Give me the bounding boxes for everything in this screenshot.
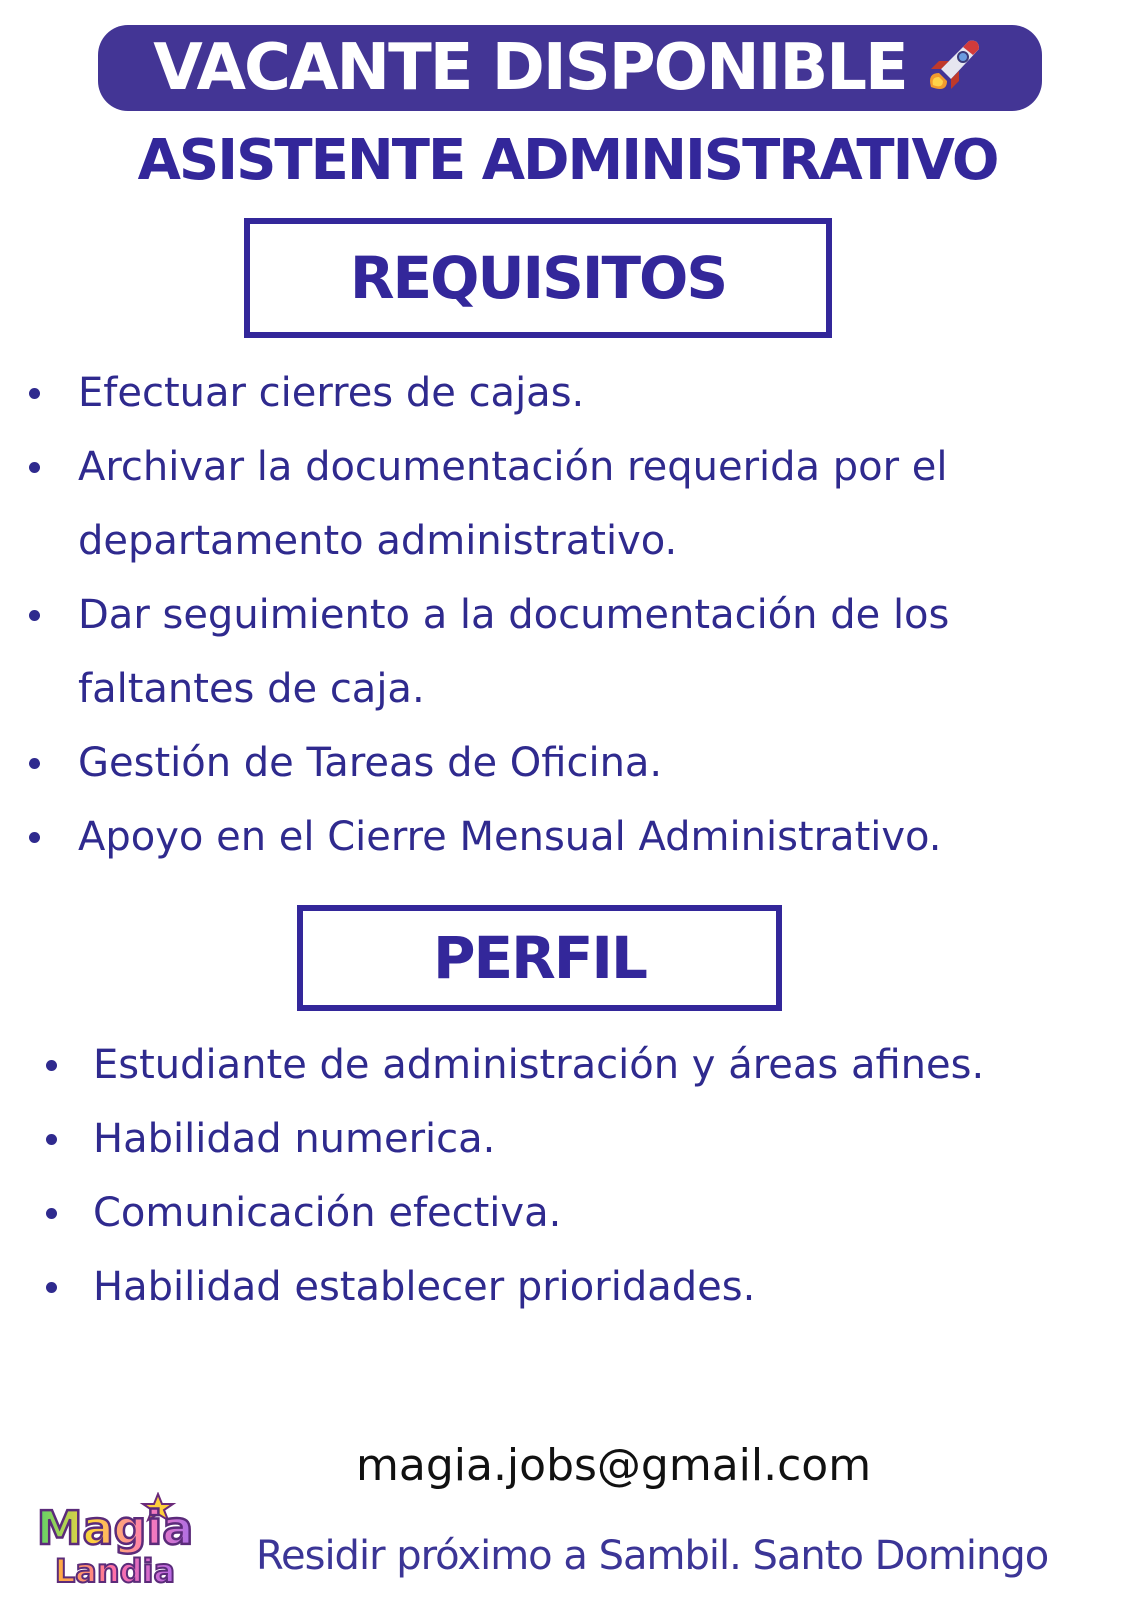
perfil-list bbox=[0, 1028, 1135, 1324]
bullet-dot bbox=[46, 1134, 57, 1145]
list-item: Estudiante de administración y áreas afines. bbox=[0, 1028, 1135, 1102]
address-note: Residir próximo a Sambil. Santo Domingo bbox=[256, 1533, 1049, 1579]
bullet-dot bbox=[29, 832, 40, 843]
list-item: Habilidad numerica. bbox=[0, 1102, 1135, 1176]
bullet-dot bbox=[46, 1208, 57, 1219]
svg-text:Landia: Landia bbox=[54, 1552, 176, 1590]
bullet-dot bbox=[46, 1060, 57, 1071]
list-item: Dar seguimiento a la documentación de los faltantes de caja. bbox=[0, 578, 1135, 726]
bullet-dot bbox=[29, 388, 40, 399]
requisitos-heading: REQUISITOS bbox=[244, 218, 832, 338]
banner-title: VACANTE DISPONIBLE bbox=[153, 31, 907, 105]
bullet-dot bbox=[29, 758, 40, 769]
requisitos-list bbox=[0, 356, 1135, 874]
job-title: ASISTENTE ADMINISTRATIVO bbox=[137, 128, 998, 193]
list-item: Habilidad establecer prioridades. bbox=[0, 1250, 1135, 1324]
list-item: Gestión de Tareas de Oficina. bbox=[0, 726, 1135, 800]
list-item: Efectuar cierres de cajas. bbox=[0, 356, 1135, 430]
svg-text:Magia: Magia bbox=[36, 1501, 194, 1555]
bullet-dot bbox=[29, 610, 40, 621]
list-item: Comunicación efectiva. bbox=[0, 1176, 1135, 1250]
bullet-dot bbox=[29, 462, 40, 473]
list-item: Apoyo en el Cierre Mensual Administrativo. bbox=[0, 800, 1135, 874]
perfil-heading: PERFIL bbox=[297, 905, 782, 1011]
list-item: Archivar la documentación requerida por el departamento administrativo. bbox=[0, 430, 1135, 578]
bullet-dot bbox=[46, 1282, 57, 1293]
rocket-icon bbox=[917, 33, 987, 103]
contact-email[interactable]: magia.jobs@gmail.com bbox=[356, 1440, 872, 1491]
header-banner bbox=[98, 25, 1042, 111]
magialandia-logo bbox=[30, 1492, 200, 1590]
